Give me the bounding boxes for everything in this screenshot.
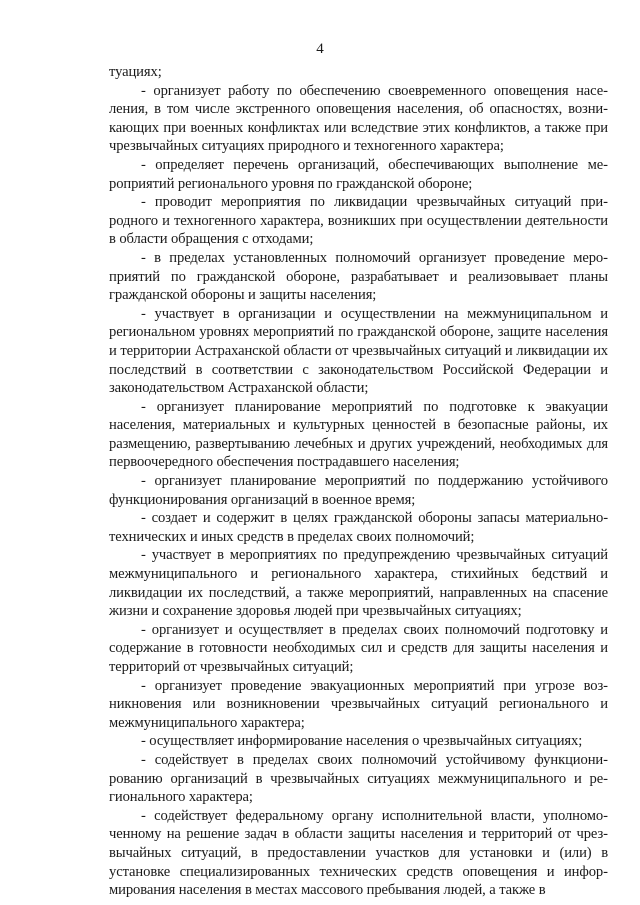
paragraph-emergency-liquidation-waste: - проводит мероприятия по ликвидации чрезвычайных ситуаций природного и техногенного характера, возникших при осуществлении деятельности в области обращения с отходами;: [109, 194, 608, 248]
paragraph-forces-readiness: - организует и осуществляет в пределах своих полномочий подготовку и содержание в готовности необходимых сил и средств для защиты населения и территорий от чрезвычайных ситуаций;: [109, 621, 608, 675]
paragraph-evacuation-measures: - организует проведение эвакуационных мероприятий при угрозе возникновения или возникновении чрезвычайных ситуаций регионального и межмуниципального характера;: [109, 677, 608, 731]
paragraph-sustainable-functioning: - содействует в пределах своих полномочий устойчивому функционированию организаций в чрезвычайных ситуациях межмуниципального и регионального характера;: [109, 751, 608, 806]
paragraph-federal-assistance: - содействует федеральному органу исполнительной власти, уполномоченному на решение задач в области защиты населения и территорий от чрезвычайных ситуаций, в предоставлении участков для установки и (или) в установке специализированных технических средств оповещения и информирования населения в местах массового пребывания людей, а также в: [109, 807, 608, 899]
paragraph-prevention-measures: - участвует в мероприятиях по предупреждению чрезвычайных ситуаций межмуниципального и регионального характера, стихийных бедствий и ликвидации их последствий, а также мероприятий, направленных на спасение жизни и сохранение здоровья людей при чрезвычайных ситуациях;: [109, 547, 608, 620]
paragraph-reserves: - создает и содержит в целях гражданской обороны запасы материально-технических и иных средств в пределах своих полномочий;: [109, 510, 608, 545]
paragraph-evacuation-planning: - организует планирование мероприятий по подготовке к эвакуации населения, материальных и культурных ценностей в безопасные районы, их размещению, развертыванию лечебных и других учреждений, необходимых для первоочередного обеспечения пострадавшего населения;: [109, 398, 608, 471]
page-number: 4: [316, 41, 324, 57]
paragraph-civil-defense-plans: - в пределах установленных полномочий организует проведение мероприятий по гражданской обороне, разрабатывает и реализовывает планы гражданской обороны и защиты населения;: [109, 249, 608, 304]
paragraph-continuation: туациях;: [109, 64, 162, 80]
paragraph-public-informing: - осуществляет информирование населения о чрезвычайных ситуациях;: [141, 733, 583, 750]
paragraph-organizations-list: - определяет перечень организаций, обеспечивающих выполнение мероприятий регионального уровня по гражданской обороне;: [109, 156, 608, 192]
paragraph-participation-protection: - участвует в организации и осуществлении на межмуниципальном и региональном уровнях мероприятий по гражданской обороне, защите населения и территории Астраханской области от чрезвычайных ситуаций и ликвидации их последствий в соответствии с законодательством Российской Федерации и законодательством Астраханской области;: [109, 305, 608, 397]
paragraph-wartime-functioning: - организует планирование мероприятий по поддержанию устойчивого функционирования организаций в военное время;: [109, 473, 608, 508]
paragraph-warning-organization: - организует работу по обеспечению своевременного оповещения населения, в том числе экстренного оповещения населения, об опасностях, возникающих при военных конфликтах или вследствие этих конфликтов, а также при чрезвычайных ситуациях природного и техногенного характера;: [109, 82, 608, 155]
document-body: [109, 63, 608, 900]
